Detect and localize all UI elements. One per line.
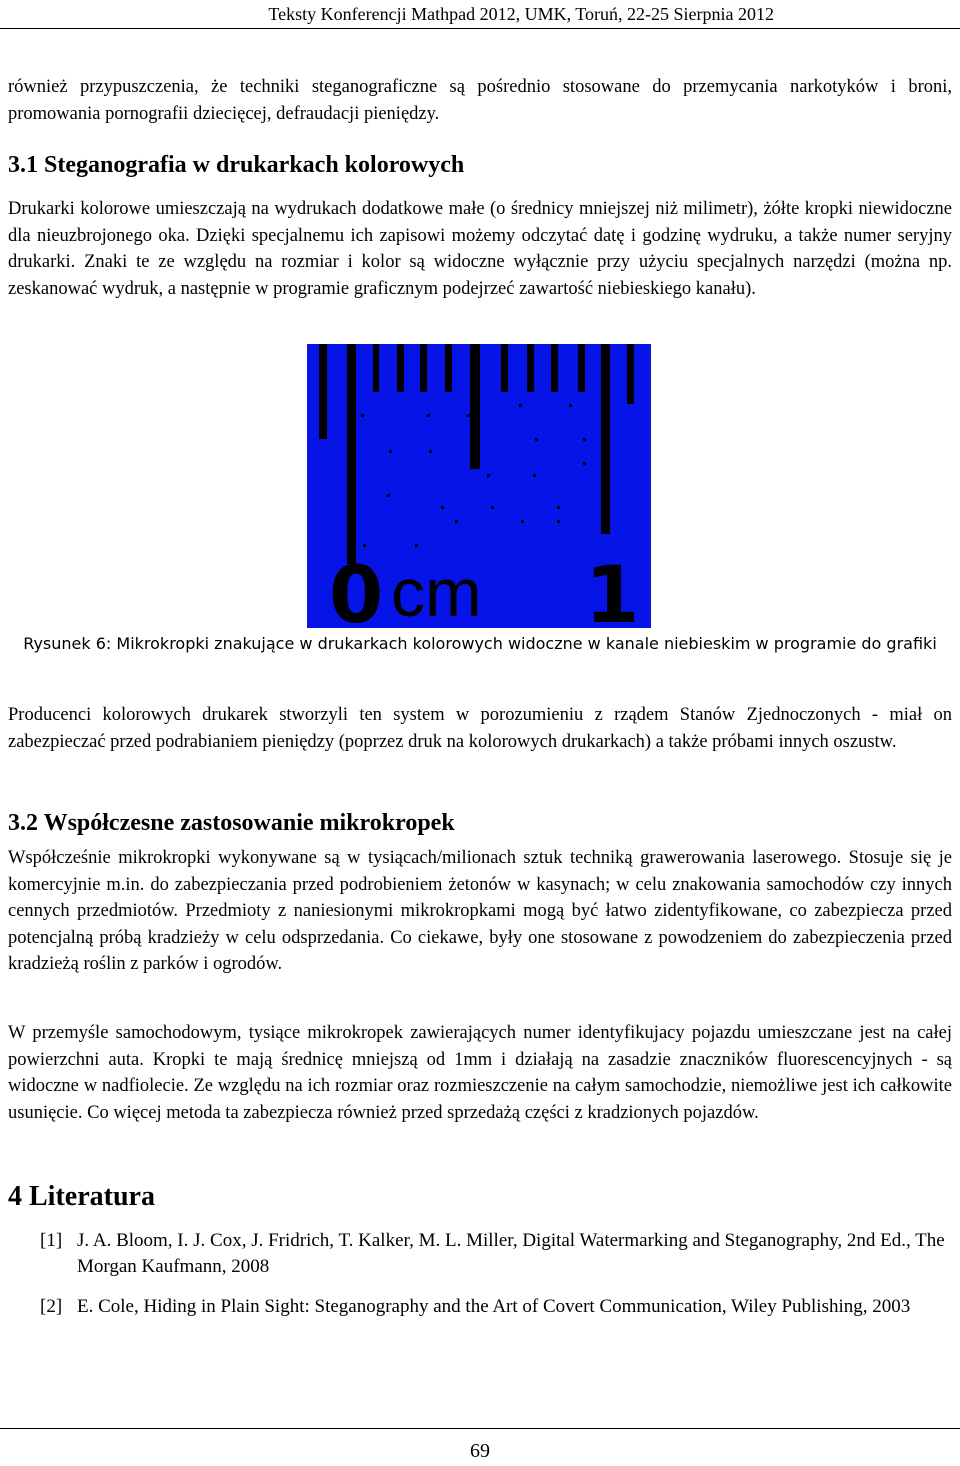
ruler-label-zero: 0: [329, 551, 384, 628]
ruler-illustration: [307, 344, 651, 628]
reference-number: [2]: [40, 1296, 63, 1317]
reference-text: J. A. Bloom, I. J. Cox, J. Fridrich, T. Kalker, M. L. Miller, Digital Watermarking and Steganography, 2nd Ed., The Morgan Kaufmann, 2008: [77, 1230, 945, 1277]
producers-paragraph: Producenci kolorowych drukarek stworzyli ten system w porozumieniu z rządem Stanów Zjednoczonych - miał on zabezpieczać przed podrabianiem pieniędzy (poprzez druk na kolorowych drukarkach) a także próbami innych oszustw.: [8, 705, 952, 752]
section-heading-4: 4 Literatura: [8, 1181, 155, 1212]
running-header: Teksty Konferencji Mathpad 2012, UMK, Toruń, 22-25 Sierpnia 2012: [268, 4, 774, 24]
section-heading-3-2: 3.2 Współczesne zastosowanie mikrokropek: [8, 810, 455, 836]
section-heading-3-1: 3.1 Steganografia w drukarkach kolorowych: [8, 152, 465, 178]
ruler-label-one: 1: [585, 551, 640, 628]
reference-2: [40, 1294, 954, 1320]
section-3-2-paragraph-2: W przemyśle samochodowym, tysiące mikrokropek zawierających numer identyfikujacy pojazdu umieszczane jest na całej powierzchni auta. Kropki te mają średnicę mniejszą od 1mm i działają na zasadzie znaczników fluorescencyjnych - są widoczne w nadfiolecie. Ze względu na ich rozmiar oraz rozmieszczenie na całym samochodzie, niemożliwe jest ich całkowite usunięcie. Co więcej metoda ta zabezpiecza również przed sprzedażą części z kradzionych pojazdów.: [8, 1023, 952, 1123]
intro-paragraph: również przypuszczenia, że techniki steganograficzne są pośrednio stosowane do przemycania narkotyków i broni, promowania pornografii dziecięcej, defraudacji pieniędzy.: [8, 77, 952, 124]
microdots-figure: [307, 344, 651, 628]
header-rule: [0, 28, 960, 29]
ruler-label-unit: cm: [391, 555, 482, 628]
page-number: 69: [470, 1440, 490, 1462]
ruler-ticks: [319, 344, 634, 564]
footer-rule: [0, 1428, 960, 1429]
reference-number: [1]: [40, 1230, 63, 1251]
figure-caption: Rysunek 6: Mikrokropki znakujące w drukarkach kolorowych widoczne w kanale niebieskim w programie do grafiki: [23, 634, 937, 653]
reference-1: [40, 1228, 954, 1280]
section-3-2-paragraph-1: Współcześnie mikrokropki wykonywane są w tysiącach/milionach sztuk techniką grawerowania laserowego. Stosuje się je komercyjnie m.in. do zabezpieczania przed podrobieniem żetonów w kasynach; w celu znakowania samochodów czy innych cennych przedmiotów. Przedmioty z naniesionymi mikrokropkami mogą być łatwo zidentyfikowane, co zabezpiecza przed potencjalną próbą kradzieży w celu odsprzedania. Co ciekawe, były one stosowane z powodzeniem do zabezpieczenia przed kradzieżą roślin z parków i ogrodów.: [8, 848, 952, 974]
reference-text: E. Cole, Hiding in Plain Sight: Steganography and the Art of Covert Communication, Wiley Publishing, 2003: [77, 1296, 911, 1317]
section-3-1-paragraph: Drukarki kolorowe umieszczają na wydrukach dodatkowe małe (o średnicy mniejszej niż milimetr), żółte kropki niewidoczne dla nieuzbrojonego oka. Dzięki specjalnemu ich zapisowi możemy odczytać datę i godzinę wydruku, a także numer seryjny drukarki. Znaki te ze względu na rozmiar i kolor są widoczne wyłącznie przy użyciu specjalnych narzędzi (można np. zeskanować wydruk, a następnie w programie graficznym podejrzeć zawartość niebieskiego kanału).: [8, 199, 952, 299]
